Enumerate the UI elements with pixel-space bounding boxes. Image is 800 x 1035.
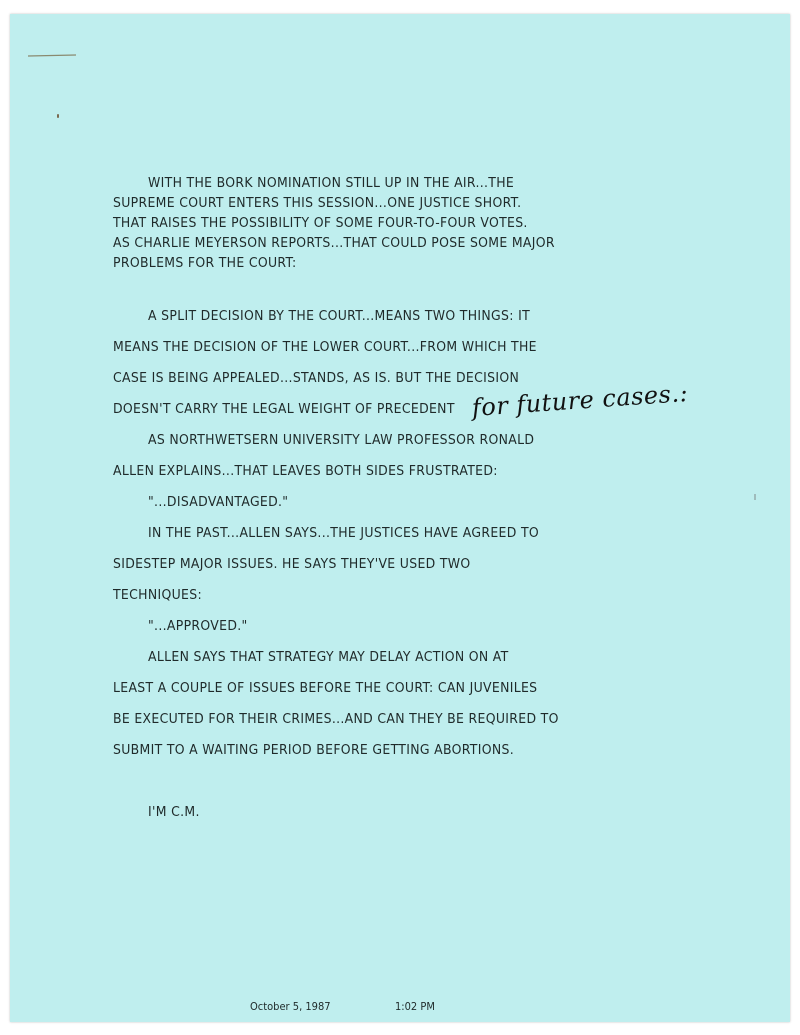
footer-date: October 5, 1987 — [250, 1000, 331, 1013]
body-line: ALLEN EXPLAINS...THAT LEAVES BOTH SIDES FRUSTRATED: — [113, 464, 498, 479]
intro-line-5: PROBLEMS FOR THE COURT: — [113, 256, 297, 271]
body-line: DOESN'T CARRY THE LEGAL WEIGHT OF PRECEDENT — [113, 402, 455, 417]
body-line: SIDESTEP MAJOR ISSUES. HE SAYS THEY'VE USED TWO — [113, 557, 471, 572]
intro-line-4: AS CHARLIE MEYERSON REPORTS...THAT COULD POSE SOME MAJOR — [113, 236, 555, 251]
footer-time: 1:02 PM — [395, 1000, 435, 1013]
paper-speck — [754, 494, 756, 500]
staple-mark — [28, 54, 78, 57]
intro-line-1: WITH THE BORK NOMINATION STILL UP IN THE AIR...THE — [148, 176, 515, 191]
quote-line: "...APPROVED." — [148, 619, 248, 634]
body-line: SUBMIT TO A WAITING PERIOD BEFORE GETTING ABORTIONS. — [113, 743, 515, 758]
quote-line: "...DISADVANTAGED." — [148, 495, 289, 510]
paper-sheet — [10, 14, 790, 1022]
body-line: A SPLIT DECISION BY THE COURT...MEANS TWO THINGS: IT — [148, 309, 531, 324]
handwritten-annotation: for future cases.: — [471, 378, 689, 422]
intro-line-3: THAT RAISES THE POSSIBILITY OF SOME FOUR-TO-FOUR VOTES. — [113, 216, 528, 231]
ink-speck — [57, 114, 59, 118]
body-line: TECHNIQUES: — [113, 588, 203, 603]
body-line: AS NORTHWETSERN UNIVERSITY LAW PROFESSOR RONALD — [148, 433, 535, 448]
body-line: CASE IS BEING APPEALED...STANDS, AS IS. BUT THE DECISION — [113, 371, 520, 386]
sign-off: I'M C.M. — [148, 805, 200, 820]
body-line: IN THE PAST...ALLEN SAYS...THE JUSTICES HAVE AGREED TO — [148, 526, 540, 541]
intro-line-2: SUPREME COURT ENTERS THIS SESSION...ONE JUSTICE SHORT. — [113, 196, 522, 211]
body-line: BE EXECUTED FOR THEIR CRIMES...AND CAN THEY BE REQUIRED TO — [113, 712, 559, 727]
body-line: LEAST A COUPLE OF ISSUES BEFORE THE COURT: CAN JUVENILES — [113, 681, 538, 696]
body-line: MEANS THE DECISION OF THE LOWER COURT...FROM WHICH THE — [113, 340, 537, 355]
body-line: ALLEN SAYS THAT STRATEGY MAY DELAY ACTION ON AT — [148, 650, 509, 665]
